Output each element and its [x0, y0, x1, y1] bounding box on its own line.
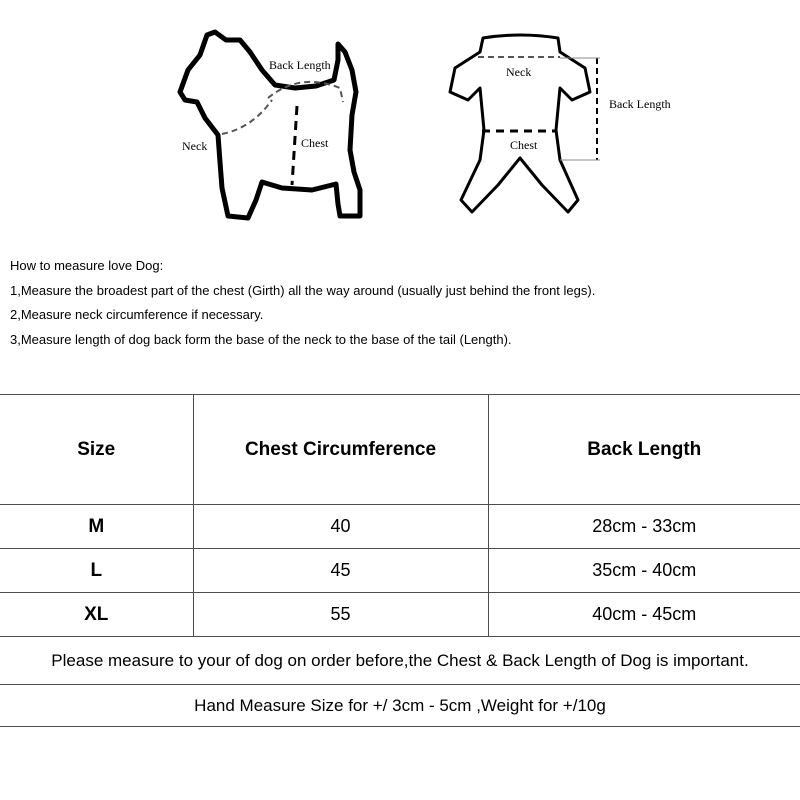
header-size: Size	[0, 395, 193, 505]
back-length-cell: 35cm - 40cm	[488, 549, 800, 593]
chest-cell: 55	[193, 593, 488, 637]
instruction-step-3: 3,Measure length of dog back form the base of the neck to the base of the tail (Length).	[10, 331, 512, 347]
table-row	[0, 549, 800, 593]
chest-cell: 40	[193, 505, 488, 549]
dog-chest-line	[292, 106, 297, 185]
size-chart-table	[0, 394, 800, 727]
measurement-instructions	[10, 254, 790, 352]
chest-cell: 45	[193, 549, 488, 593]
garment-back-length-label: Back Length	[609, 97, 671, 111]
tolerance-note: Hand Measure Size for +/ 3cm - 5cm ,Weight for +/10g	[0, 685, 800, 727]
dog-neck-line	[222, 100, 272, 134]
instruction-step-2: 2,Measure neck circumference if necessary.	[10, 307, 264, 322]
table-row	[0, 505, 800, 549]
header-chest-circumference: Chest Circumference	[193, 395, 488, 505]
size-cell: L	[0, 549, 193, 593]
instructions-heading: How to measure love Dog:	[10, 258, 164, 273]
garment-chest-label: Chest	[510, 138, 538, 152]
garment-outline	[450, 35, 590, 212]
dog-neck-label: Neck	[182, 139, 208, 153]
table-note-row	[0, 637, 800, 685]
table-row	[0, 593, 800, 637]
table-tolerance-row	[0, 685, 800, 727]
instruction-step-1: 1,Measure the broadest part of the chest (Girth) all the way around (usually just behind the front legs).	[10, 282, 596, 298]
back-length-cell: 40cm - 45cm	[488, 593, 800, 637]
measure-note: Please measure to your of dog on order before,the Chest & Back Length of Dog is important.	[0, 637, 800, 685]
garment-neck-label: Neck	[506, 65, 532, 79]
size-cell: XL	[0, 593, 193, 637]
size-cell: M	[0, 505, 193, 549]
back-length-cell: 28cm - 33cm	[488, 505, 800, 549]
measurement-diagram	[0, 0, 800, 250]
table-header-row	[0, 395, 800, 505]
header-back-length: Back Length	[488, 395, 800, 505]
dog-back-length-label: Back Length	[269, 58, 331, 72]
dog-chest-label: Chest	[301, 136, 329, 150]
measurement-diagram-svg	[0, 0, 800, 250]
